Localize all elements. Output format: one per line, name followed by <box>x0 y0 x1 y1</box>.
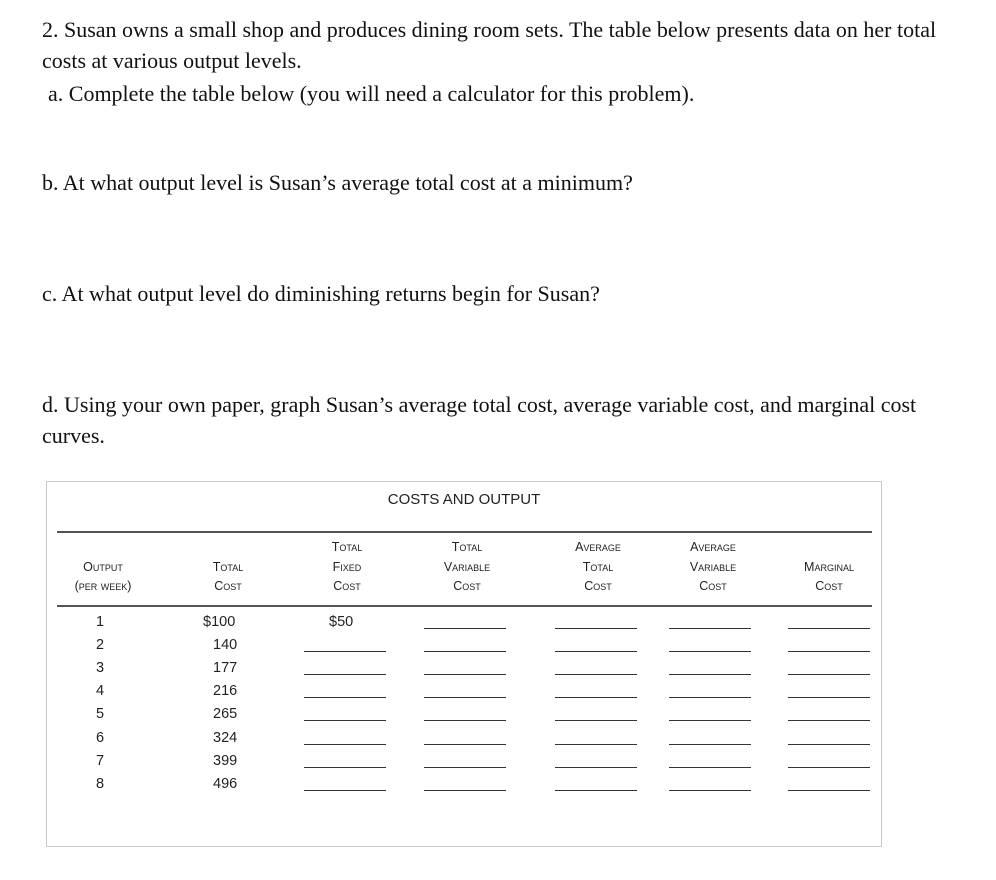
column-header-line: Average <box>575 540 621 554</box>
answer-blank[interactable] <box>788 651 870 652</box>
output-cell: 8 <box>96 775 105 792</box>
answer-blank[interactable] <box>304 697 386 698</box>
output-cell: 4 <box>96 683 105 700</box>
column-header <box>444 538 490 597</box>
column-header-line: Cost <box>815 579 843 593</box>
total-cost-cell: 265 <box>213 706 238 723</box>
column-header-line <box>804 538 854 558</box>
answer-blank[interactable] <box>304 720 386 721</box>
answer-blank[interactable] <box>424 744 506 745</box>
question-part-b: b. At what output level is Susan’s average total cost at a minimum? <box>42 170 633 195</box>
output-cell: 3 <box>96 660 105 677</box>
column-header <box>213 538 243 597</box>
answer-blank[interactable] <box>555 720 637 721</box>
answer-blank[interactable] <box>424 697 506 698</box>
column-header <box>332 538 362 597</box>
total-cost-cell: 399 <box>213 752 238 769</box>
total-cost-cell: 177 <box>213 660 238 677</box>
costs-output-table <box>46 481 882 847</box>
column-header-line: Average <box>690 540 736 554</box>
answer-blank[interactable] <box>555 628 637 629</box>
output-cell: 5 <box>96 706 105 723</box>
answer-blank[interactable] <box>669 674 751 675</box>
answer-blank[interactable] <box>555 651 637 652</box>
column-header-line: Cost <box>699 579 727 593</box>
column-header-line: Variable <box>689 559 737 574</box>
total-cost-cell: 324 <box>213 729 238 746</box>
column-header <box>690 538 736 597</box>
answer-blank[interactable] <box>669 697 751 698</box>
column-header-line: Variable <box>443 559 491 574</box>
answer-blank[interactable] <box>304 790 386 791</box>
total-cost-cell: $100 <box>203 614 236 630</box>
column-header-line: Cost <box>333 579 361 593</box>
answer-blank[interactable] <box>669 651 751 652</box>
answer-blank[interactable] <box>304 767 386 768</box>
answer-blank[interactable] <box>304 651 386 652</box>
total-cost-cell: 140 <box>213 637 238 654</box>
answer-blank[interactable] <box>669 790 751 791</box>
table-header-rule <box>57 605 872 607</box>
question-2-intro: 2. Susan owns a small shop and produces dining room sets. The table below presents data on her total costs at various output levels. <box>42 17 937 73</box>
column-header-line: Cost <box>453 579 481 593</box>
answer-blank[interactable] <box>304 674 386 675</box>
total-cost-cell: 216 <box>213 683 238 700</box>
answer-blank[interactable] <box>555 744 637 745</box>
column-header-line: Cost <box>214 579 242 593</box>
answer-blank[interactable] <box>788 628 870 629</box>
total-cost-cell: 496 <box>213 775 238 792</box>
answer-blank[interactable] <box>669 628 751 629</box>
column-header-line: Total <box>451 540 483 554</box>
column-header <box>575 538 621 597</box>
column-header-line: Total <box>582 559 614 574</box>
column-header <box>804 538 854 597</box>
column-header-line: Total <box>212 559 244 574</box>
answer-blank[interactable] <box>555 674 637 675</box>
column-header-line: (per week) <box>74 579 132 593</box>
answer-blank[interactable] <box>788 744 870 745</box>
question-part-a: a. Complete the table below (you will need a calculator for this problem). <box>48 81 695 106</box>
table-top-rule <box>57 531 872 533</box>
column-header-line: Cost <box>584 579 612 593</box>
column-header-line: Total <box>331 540 363 554</box>
column-header-line: Output <box>83 559 123 574</box>
column-header-line: Fixed <box>332 559 362 574</box>
answer-blank[interactable] <box>424 767 506 768</box>
answer-blank[interactable] <box>424 790 506 791</box>
answer-blank[interactable] <box>788 790 870 791</box>
output-cell: 1 <box>96 614 105 630</box>
column-header-line: Marginal <box>804 559 854 574</box>
answer-blank[interactable] <box>304 744 386 745</box>
answer-blank[interactable] <box>555 790 637 791</box>
question-part-c: c. At what output level do diminishing returns begin for Susan? <box>42 281 600 306</box>
answer-blank[interactable] <box>555 697 637 698</box>
question-part-d: d. Using your own paper, graph Susan’s average total cost, average variable cost, and marginal cost curves. <box>42 392 917 448</box>
column-header <box>75 538 132 597</box>
column-header-line <box>213 538 243 558</box>
output-cell: 2 <box>96 637 105 654</box>
answer-blank[interactable] <box>424 674 506 675</box>
output-cell: 6 <box>96 729 105 746</box>
column-header-line <box>75 538 132 558</box>
output-cell: 7 <box>96 752 105 769</box>
answer-blank[interactable] <box>669 720 751 721</box>
answer-blank[interactable] <box>555 767 637 768</box>
table-title: COSTS AND OUTPUT <box>387 491 541 508</box>
answer-blank[interactable] <box>788 720 870 721</box>
answer-blank[interactable] <box>669 767 751 768</box>
answer-blank[interactable] <box>424 628 506 629</box>
answer-blank[interactable] <box>788 697 870 698</box>
answer-blank[interactable] <box>788 767 870 768</box>
answer-blank[interactable] <box>424 720 506 721</box>
answer-blank[interactable] <box>669 744 751 745</box>
fixed-cost-cell: $50 <box>329 614 354 630</box>
answer-blank[interactable] <box>788 674 870 675</box>
answer-blank[interactable] <box>424 651 506 652</box>
